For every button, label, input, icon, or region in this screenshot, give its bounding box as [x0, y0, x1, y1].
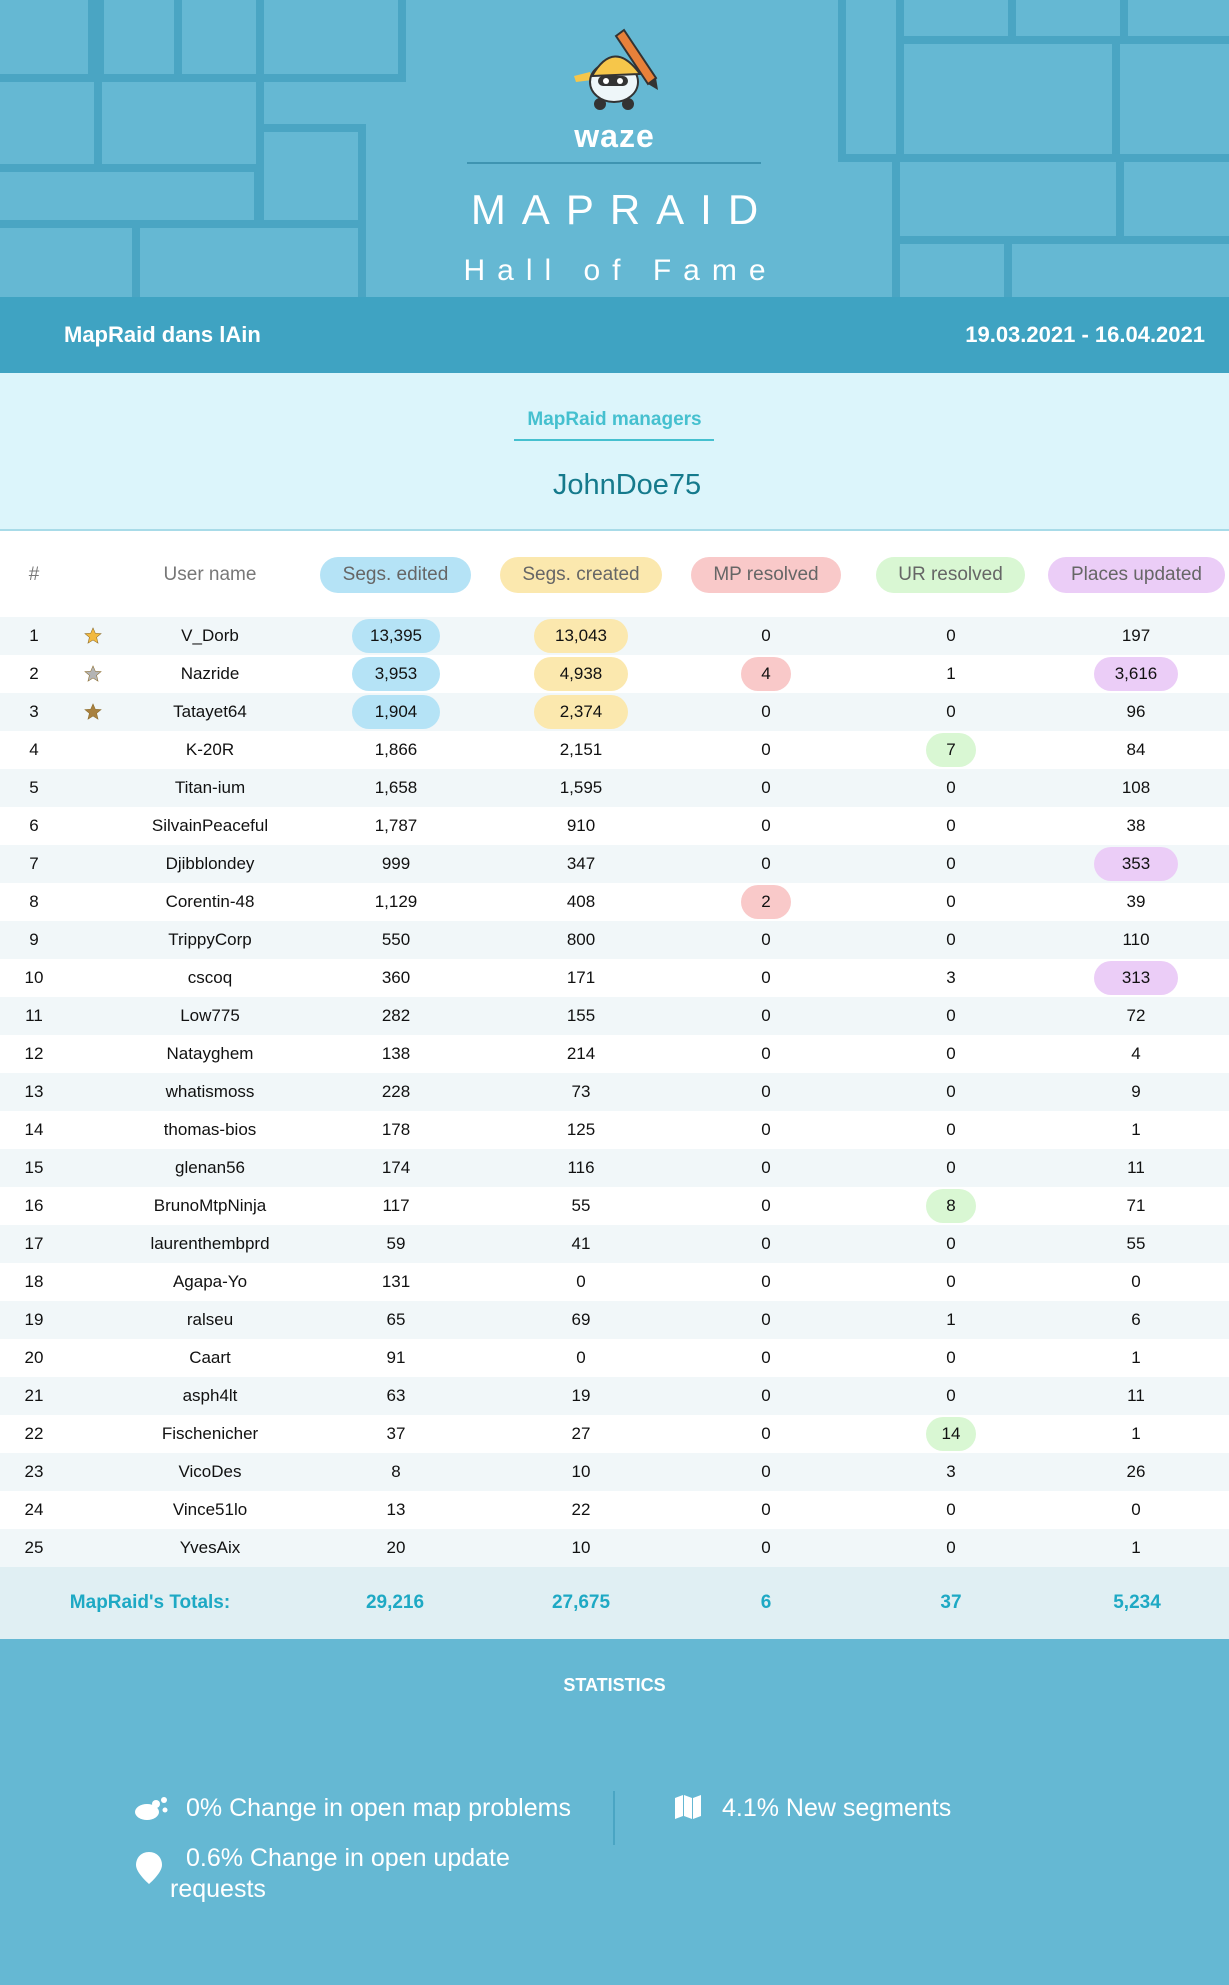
- cell-places-updated: 1: [1131, 1120, 1141, 1139]
- totals-segs-edited: 29,216: [365, 1592, 425, 1613]
- cell-segs-created: 171: [566, 968, 596, 987]
- cell-ur-resolved: 0: [946, 1158, 956, 1177]
- cell-ur-resolved: 0: [946, 1082, 956, 1101]
- cell-ur-resolved: 0: [946, 626, 956, 645]
- table-row: [0, 617, 1229, 655]
- table-row: [0, 1415, 1229, 1453]
- header-ur-resolved[interactable]: UR resolved: [876, 557, 1025, 593]
- table-row: [0, 769, 1229, 807]
- cell-rank: 3: [29, 702, 39, 721]
- cell-segs-created: 41: [571, 1234, 591, 1253]
- cell-user-name: Agapa-Yo: [172, 1272, 248, 1291]
- cell-mp-resolved: 0: [761, 816, 771, 835]
- table-row: [0, 1111, 1229, 1149]
- cell-ur-resolved: 1: [946, 664, 956, 683]
- table-body: [0, 617, 1229, 1567]
- cell-places-updated: 55: [1126, 1234, 1146, 1253]
- cell-ur-resolved: 0: [946, 1044, 956, 1063]
- cell-segs-created: 2,374: [534, 695, 628, 729]
- cell-segs-created: 22: [571, 1500, 591, 1519]
- cell-segs-created: 19: [571, 1386, 591, 1405]
- bg-tile: [256, 0, 406, 82]
- totals-mp-resolved: 6: [760, 1592, 772, 1613]
- cell-mp-resolved: 0: [761, 1310, 771, 1329]
- cell-ur-resolved: 0: [946, 778, 956, 797]
- cell-ur-resolved: 0: [946, 1234, 956, 1253]
- page-title: MAPRAID: [470, 186, 775, 233]
- table-row: [0, 655, 1229, 693]
- table-row: [0, 1073, 1229, 1111]
- cell-user-name: laurenthembprd: [150, 1234, 270, 1253]
- cell-ur-resolved: 3: [946, 968, 956, 987]
- header-rank: #: [28, 564, 40, 585]
- header-mp-resolved[interactable]: MP resolved: [691, 557, 841, 593]
- cell-places-updated: 72: [1126, 1006, 1146, 1025]
- bg-tile: [0, 0, 96, 82]
- cell-ur-resolved: 0: [946, 1006, 956, 1025]
- cell-rank: 4: [29, 740, 39, 759]
- hero-divider: [467, 162, 761, 164]
- map-problem-icon: [134, 1794, 170, 1822]
- table-row: [0, 1491, 1229, 1529]
- cell-rank: 8: [29, 892, 39, 911]
- cell-mp-resolved: 2: [741, 885, 791, 919]
- cell-ur-resolved: 8: [926, 1189, 976, 1223]
- cell-segs-edited: 8: [391, 1462, 401, 1481]
- brand-wordmark: waze: [574, 118, 655, 154]
- cell-places-updated: 110: [1122, 930, 1150, 949]
- cell-segs-edited: 1,787: [374, 816, 418, 835]
- cell-user-name: TrippyCorp: [168, 930, 252, 949]
- cell-mp-resolved: 0: [761, 854, 771, 873]
- leaderboard-table: [0, 531, 1229, 1567]
- cell-segs-edited: 1,866: [374, 740, 418, 759]
- cell-mp-resolved: 0: [761, 740, 771, 759]
- cell-rank: 16: [24, 1196, 44, 1215]
- cell-segs-created: 214: [566, 1044, 596, 1063]
- table-row: [0, 1035, 1229, 1073]
- cell-ur-resolved: 14: [926, 1417, 976, 1451]
- cell-places-updated: 39: [1126, 892, 1146, 911]
- cell-mp-resolved: 0: [761, 1272, 771, 1291]
- cell-rank: 9: [29, 930, 39, 949]
- cell-user-name: asph4lt: [182, 1386, 238, 1405]
- cell-segs-created: 69: [571, 1310, 591, 1329]
- cell-segs-edited: 138: [381, 1044, 411, 1063]
- cell-ur-resolved: 1: [946, 1310, 956, 1329]
- table-row: [0, 1453, 1229, 1491]
- cell-ur-resolved: 0: [946, 702, 956, 721]
- cell-segs-edited: 13,395: [352, 619, 440, 653]
- cell-segs-edited: 13: [386, 1500, 406, 1519]
- cell-rank: 5: [29, 778, 39, 797]
- cell-places-updated: 197: [1121, 626, 1151, 645]
- statistics-heading: STATISTICS: [563, 1675, 666, 1695]
- totals-places-updated: 5,234: [1113, 1592, 1161, 1613]
- cell-segs-created: 347: [566, 854, 596, 873]
- cell-rank: 21: [24, 1386, 44, 1405]
- cell-user-name: Nazride: [180, 664, 240, 683]
- table-row: [0, 921, 1229, 959]
- cell-segs-created: 408: [566, 892, 596, 911]
- cell-rank: 12: [24, 1044, 44, 1063]
- cell-segs-edited: 3,953: [352, 657, 440, 691]
- header-places-updated[interactable]: Places updated: [1048, 557, 1225, 593]
- managers-label: MapRaid managers: [527, 409, 702, 430]
- cell-user-name: thomas-bios: [163, 1120, 257, 1139]
- cell-segs-created: 2,151: [559, 740, 603, 759]
- cell-places-updated: 71: [1126, 1196, 1146, 1215]
- cell-segs-created: 55: [571, 1196, 591, 1215]
- cell-places-updated: 0: [1131, 1272, 1141, 1291]
- cell-mp-resolved: 0: [761, 1386, 771, 1405]
- cell-rank: 10: [24, 968, 44, 987]
- cell-segs-edited: 37: [386, 1424, 406, 1443]
- cell-rank: 15: [24, 1158, 44, 1177]
- table-row: [0, 959, 1229, 997]
- cell-segs-edited: 59: [386, 1234, 406, 1253]
- cell-mp-resolved: 0: [761, 1538, 771, 1557]
- stat-map-problems-text: 0% Change in open map problems: [186, 1794, 571, 1822]
- cell-ur-resolved: 0: [946, 1120, 956, 1139]
- cell-places-updated: 1: [1131, 1538, 1141, 1557]
- stat-new-segments-text: 4.1% New segments: [722, 1794, 952, 1822]
- hero-header: [0, 0, 1229, 297]
- cell-places-updated: 1: [1131, 1424, 1141, 1443]
- cell-ur-resolved: 0: [946, 892, 956, 911]
- cell-segs-created: 10: [571, 1462, 591, 1481]
- cell-segs-created: 155: [566, 1006, 596, 1025]
- stat-update-requests: [136, 1844, 596, 1914]
- cell-segs-edited: 999: [381, 854, 411, 873]
- cell-ur-resolved: 0: [946, 854, 956, 873]
- cell-segs-created: 1,595: [559, 778, 603, 797]
- cell-segs-edited: 550: [381, 930, 411, 949]
- cell-user-name: V_Dorb: [181, 626, 239, 645]
- cell-segs-edited: 65: [386, 1310, 406, 1329]
- stats-divider: [613, 1791, 615, 1845]
- cell-segs-edited: 360: [381, 968, 411, 987]
- cell-segs-edited: 20: [386, 1538, 406, 1557]
- cell-mp-resolved: 0: [761, 1500, 771, 1519]
- cell-rank: 13: [24, 1082, 44, 1101]
- cell-mp-resolved: 0: [761, 1348, 771, 1367]
- cell-user-name: cscoq: [187, 968, 233, 987]
- managers-section: [0, 373, 1229, 531]
- cell-ur-resolved: 3: [946, 1462, 956, 1481]
- statistics-section: [0, 1639, 1229, 1985]
- cell-user-name: Caart: [189, 1348, 231, 1367]
- cell-places-updated: 0: [1131, 1500, 1141, 1519]
- cell-places-updated: 11: [1127, 1386, 1145, 1405]
- cell-mp-resolved: 0: [761, 930, 771, 949]
- cell-mp-resolved: 0: [761, 1044, 771, 1063]
- bg-tile: [174, 0, 264, 82]
- cell-rank: 19: [24, 1310, 44, 1329]
- cell-rank: 25: [24, 1538, 44, 1557]
- cell-ur-resolved: 0: [946, 1538, 956, 1557]
- table-row: [0, 997, 1229, 1035]
- cell-user-name: glenan56: [175, 1158, 245, 1177]
- raid-name: MapRaid dans lAin: [64, 322, 261, 347]
- totals-row: [0, 1567, 1229, 1639]
- cell-user-name: ralseu: [186, 1310, 234, 1329]
- cell-mp-resolved: 4: [741, 657, 791, 691]
- table-row: [0, 1225, 1229, 1263]
- cell-user-name: BrunoMtpNinja: [153, 1196, 267, 1215]
- cell-places-updated: 96: [1126, 702, 1146, 721]
- cell-places-updated: 6: [1131, 1310, 1141, 1329]
- header-user-name: User name: [163, 564, 257, 585]
- bronze-star-icon: [84, 703, 102, 721]
- cell-ur-resolved: 0: [946, 1272, 956, 1291]
- location-pin-icon: [136, 1852, 162, 1884]
- cell-segs-created: 73: [571, 1082, 591, 1101]
- silver-star-icon: [84, 665, 102, 683]
- cell-user-name: SilvainPeaceful: [151, 816, 269, 835]
- cell-segs-edited: 178: [381, 1120, 411, 1139]
- cell-user-name: Vince51lo: [172, 1500, 248, 1519]
- cell-mp-resolved: 0: [761, 1234, 771, 1253]
- cell-segs-created: 910: [566, 816, 596, 835]
- map-icon: [674, 1795, 702, 1819]
- cell-segs-edited: 131: [381, 1272, 411, 1291]
- cell-segs-edited: 117: [382, 1196, 410, 1215]
- cell-places-updated: 38: [1126, 816, 1146, 835]
- cell-places-updated: 26: [1126, 1462, 1146, 1481]
- table-row: [0, 1529, 1229, 1567]
- cell-rank: 14: [24, 1120, 44, 1139]
- cell-ur-resolved: 7: [926, 733, 976, 767]
- manager-name: JohnDoe75: [552, 469, 702, 501]
- cell-rank: 18: [24, 1272, 44, 1291]
- cell-segs-edited: 91: [386, 1348, 406, 1367]
- table-row: [0, 883, 1229, 921]
- cell-user-name: Fischenicher: [161, 1424, 259, 1443]
- cell-rank: 7: [29, 854, 39, 873]
- header-segs-created[interactable]: Segs. created: [500, 557, 662, 593]
- cell-segs-edited: 1,904: [352, 695, 440, 729]
- cell-segs-created: 13,043: [534, 619, 628, 653]
- table-row: [0, 1377, 1229, 1415]
- table-row: [0, 807, 1229, 845]
- table-row: [0, 693, 1229, 731]
- cell-rank: 23: [24, 1462, 44, 1481]
- cell-mp-resolved: 0: [761, 626, 771, 645]
- table-row: [0, 1339, 1229, 1377]
- stat-update-requests-line1: 0.6% Change in open update: [186, 1844, 510, 1872]
- cell-places-updated: 3,616: [1094, 657, 1178, 691]
- stat-update-requests-line2: requests: [170, 1875, 266, 1903]
- cell-ur-resolved: 0: [946, 1500, 956, 1519]
- cell-mp-resolved: 0: [761, 778, 771, 797]
- cell-rank: 11: [25, 1006, 43, 1025]
- table-row: [0, 1149, 1229, 1187]
- cell-rank: 17: [24, 1234, 44, 1253]
- cell-mp-resolved: 0: [761, 1120, 771, 1139]
- cell-mp-resolved: 0: [761, 702, 771, 721]
- cell-places-updated: 353: [1094, 847, 1178, 881]
- cell-user-name: Djibblondey: [165, 854, 255, 873]
- cell-user-name: K-20R: [185, 740, 235, 759]
- raid-dates: 19.03.2021 - 16.04.2021: [965, 322, 1205, 347]
- cell-user-name: Titan-ium: [174, 778, 246, 797]
- cell-segs-edited: 282: [381, 1006, 411, 1025]
- table-row: [0, 1301, 1229, 1339]
- cell-mp-resolved: 0: [761, 1462, 771, 1481]
- cell-ur-resolved: 0: [946, 930, 956, 949]
- cell-segs-edited: 1,658: [374, 778, 418, 797]
- page-subtitle: Hall of Fame: [463, 254, 778, 287]
- cell-segs-edited: 174: [381, 1158, 411, 1177]
- table-row: [0, 845, 1229, 883]
- cell-places-updated: 9: [1131, 1082, 1141, 1101]
- cell-mp-resolved: 0: [761, 1196, 771, 1215]
- cell-segs-created: 800: [566, 930, 596, 949]
- cell-rank: 20: [24, 1348, 44, 1367]
- cell-user-name: Low775: [180, 1006, 240, 1025]
- cell-mp-resolved: 0: [761, 968, 771, 987]
- cell-user-name: YvesAix: [179, 1538, 241, 1557]
- cell-segs-edited: 1,129: [374, 892, 418, 911]
- cell-ur-resolved: 0: [946, 1348, 956, 1367]
- bg-tile: [96, 0, 182, 82]
- totals-label: MapRaid's Totals:: [69, 1592, 231, 1613]
- cell-rank: 22: [24, 1424, 44, 1443]
- cell-rank: 24: [24, 1500, 44, 1519]
- cell-segs-created: 0: [576, 1348, 586, 1367]
- cell-places-updated: 84: [1126, 740, 1146, 759]
- raid-info-band: [0, 297, 1229, 373]
- cell-segs-edited: 228: [381, 1082, 411, 1101]
- cell-rank: 2: [29, 664, 39, 683]
- cell-segs-created: 0: [576, 1272, 586, 1291]
- cell-ur-resolved: 0: [946, 816, 956, 835]
- cell-user-name: Corentin-48: [165, 892, 255, 911]
- table-row: [0, 1187, 1229, 1225]
- cell-places-updated: 11: [1127, 1158, 1145, 1177]
- table-header: [0, 557, 1229, 595]
- header-segs-edited[interactable]: Segs. edited: [320, 557, 471, 593]
- waze-logo-icon: [562, 26, 672, 116]
- totals-segs-created: 27,675: [551, 1592, 611, 1613]
- cell-mp-resolved: 0: [761, 1424, 771, 1443]
- cell-segs-created: 125: [566, 1120, 596, 1139]
- cell-mp-resolved: 0: [761, 1006, 771, 1025]
- cell-mp-resolved: 0: [761, 1158, 771, 1177]
- cell-segs-created: 27: [571, 1424, 591, 1443]
- cell-user-name: Tatayet64: [173, 702, 247, 721]
- cell-segs-created: 10: [571, 1538, 591, 1557]
- managers-underline: [514, 439, 714, 441]
- totals-ur-resolved: 37: [940, 1592, 962, 1613]
- cell-places-updated: 108: [1121, 778, 1151, 797]
- cell-user-name: Natayghem: [166, 1044, 254, 1063]
- table-row: [0, 1263, 1229, 1301]
- cell-user-name: VicoDes: [178, 1462, 242, 1481]
- cell-places-updated: 313: [1094, 961, 1178, 995]
- cell-rank: 1: [29, 626, 39, 645]
- cell-places-updated: 4: [1131, 1044, 1141, 1063]
- cell-segs-created: 4,938: [534, 657, 628, 691]
- table-row: [0, 731, 1229, 769]
- cell-ur-resolved: 0: [946, 1386, 956, 1405]
- gold-star-icon: [84, 627, 102, 645]
- cell-segs-created: 116: [567, 1158, 595, 1177]
- cell-segs-edited: 63: [386, 1386, 406, 1405]
- cell-rank: 6: [29, 816, 39, 835]
- cell-mp-resolved: 0: [761, 1082, 771, 1101]
- cell-places-updated: 1: [1131, 1348, 1141, 1367]
- cell-user-name: whatismoss: [165, 1082, 255, 1101]
